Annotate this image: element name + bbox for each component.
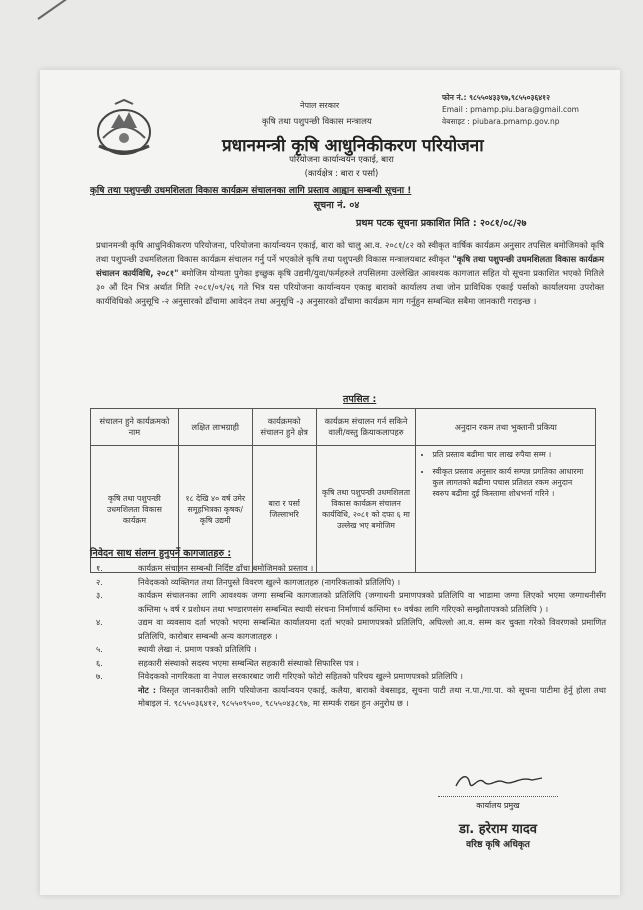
item-number: ५. [96, 644, 103, 654]
item-text: उद्यम वा व्यवसाय दर्ता भएको भएमा सम्बन्धित कार्यालयमा दर्ता भएको प्रमाणपत्रको प्रतिलिपि, अघिल्लो आ.व. सम्म कर चुक्ता गरेको विवरणको प्रमाणित प्रतिलिपि, कारोबार सम्बन्धी अन्य कागजातहरु । [138, 617, 606, 641]
scan-mark [37, 0, 79, 20]
table-header: कार्यक्रम संचालन गर्न सकिने वाली/वस्तु क्रियाकलापहरु [316, 409, 416, 446]
nepal-emblem-icon [93, 98, 155, 160]
note-label: नोट : [138, 684, 156, 695]
item-number: ४. [96, 617, 103, 627]
signature-line [438, 796, 558, 797]
contact-block [442, 92, 579, 128]
item-number: ७. [96, 671, 103, 681]
item-text: सहकारी संस्थाको सदस्य भएमा सम्बन्धित सहकारी संस्थाको सिफारिस पत्र । [138, 657, 360, 668]
signatory-name: डा. हरेराम यादव [458, 822, 538, 837]
list-item: • प्रति प्रस्ताव बढीमा चार लाख रुपैया सम्म । [432, 449, 591, 460]
body-text-bold: "कृषि तथा पशुपन्छी उधमशिलता विकास कार्यक्रम संचालन कार्यविधि, २०८१" [96, 254, 604, 278]
ministry-label: कृषि तथा पशुपन्छी विकास मन्त्रालय [262, 117, 372, 127]
beneficiary-cell: १८ देखि ४० वर्ष उमेर समूहभित्रका कृषक/कृषि उद्यमी [178, 446, 252, 573]
signature-icon [448, 770, 548, 792]
table-header: अनुदान रकम तथा भुक्तानी प्रकिया [416, 409, 596, 446]
list-item [96, 657, 606, 671]
signatory-title: वरिष्ठ कृषि अधिकृत [466, 840, 530, 850]
item-text: निवेदकको नागरिकता वा नेपाल सरकारबाट जारी गरिएको फोटो सहितको परिचय खुल्ने प्रमाणपत्रको प्रतिलिपि । [138, 671, 464, 681]
item-number: १. [96, 563, 103, 573]
notice-subject: कृषि तथा पशुपन्छी उधमशिलता विकास कार्यक्रम संचालनका लागि प्रस्ताव आह्वान सम्बन्धी सूचना ! [90, 186, 412, 196]
website-address: वेबसाइट : piubara.pmamp.gov.np [442, 117, 560, 126]
grant-process-cell [416, 446, 596, 573]
note [96, 684, 606, 711]
signature-block [428, 770, 568, 850]
documents-heading: निवेदन साथ संलग्न हुनुपर्ने कागजातहरु : [90, 548, 232, 559]
item-text: कार्यक्रम संचालनका लागि आवश्यक जग्गा सम्बन्धि कागजातको प्रतिलिपि (जग्गाधनी प्रमाणपत्रको प्रतिलिपि वा भाडामा जग्गा लिएको भएमा जग्गाधनीसँग कम्तिमा ५ वर्ष र प्रशोधन तथा भण्डारणसंग सम्बन्धित स्थायी संरचना निर्माणार्थ कम्तिमा १० वर्षका लागि गरिएको सम्झौतापत्रको प्रतिलिपि ) । [138, 590, 606, 614]
list-item [96, 616, 606, 643]
item-number: २. [96, 576, 103, 587]
publication-date: प्रथम पटक सूचना प्रकाशित मिति : २०८१/०८/२७ [356, 218, 527, 229]
table-header: लक्षित लाभग्राही [178, 409, 252, 446]
activities-cell: कृषि तथा पशुपन्छी उधमशिलता विकास कार्यक्रम संचालन कार्यविधि, २०८१ को दफा ६ मा उल्लेख भए बमोजिम [316, 446, 416, 573]
tapasil-label: तपसिल : [343, 394, 377, 405]
work-area: (कार्यक्षेत्र : बारा र पर्सा) [304, 169, 379, 179]
program-area-cell: बारा र पर्सा जिल्लाभरि [252, 446, 316, 573]
notice-body [96, 238, 604, 308]
phone-number: फोन नं.: ९८५५०४३३९७,९८५५०३६४१२ [442, 93, 550, 102]
table-header: कार्यक्रमको संचालन हुने क्षेत्र [252, 409, 316, 446]
list-item [96, 562, 606, 576]
signatory-role: कार्यालय प्रमुख [476, 801, 520, 810]
note-text: विस्तृत जानकारीको लागि परियोजना कार्यान्वयन एकाई, कलैया, बाराको वेबसाइड, सूचना पाटी तथा न.पा./गा.पा. को सूचना पाटीमा हेर्नु होला तथा मोबाइल नं. ९८५५०३६४१२, ९८५५०९५००, ९८५५०४३८९७, मा सम्पर्क राख्न हुन अनुरोध छ । [138, 684, 606, 708]
notice-number: सूचना नं. ०४ [313, 200, 360, 211]
email-address: Email : pmamp.piu.bara@gmail.com [442, 105, 579, 114]
item-number: ६. [96, 657, 103, 668]
list-item: • स्वीकृत प्रस्ताव अनुसार कार्य सम्पन्न प्रगतिका आधारमा कुल लागतको बढीमा पचास प्रतिशत रकम अनुदान स्वरुप बढीमा दुई किस्तामा शोधभर्ना गरिने । [432, 466, 591, 499]
item-text: कार्यक्रम संचालन सम्बन्धी निर्दिष्ट ढाँचा बमोजिमको प्रस्ताव । [138, 563, 314, 573]
list-item [96, 670, 606, 684]
list-item [96, 643, 606, 657]
office-name: परियोजना कार्यान्वयन एकाई, बारा [289, 155, 394, 165]
table-header-row [91, 409, 596, 446]
documents-list [96, 562, 606, 711]
grant-list [420, 449, 591, 499]
program-name-cell: कृषि तथा पशुपन्छी उधमशिलता विकास कार्यक्रम [91, 446, 179, 573]
body-text-part2: बमोजिम योग्यता पुगेका इच्छुक कृषि उद्यमी/युवा/फर्महरुले तपसिलमा उल्लेखित आवश्यक कागजात सहित यो सूचना प्रकाशित भएको मितिले ३० औं दिन भित्र अर्थात मिति २०८१/०९/२६ गते भित्र यस परियोजना कार्यान्वयन एकाइ बाराको कार्यालय तथा जोन प्राविधिक एकाई पर्साको कार्यालयमा उपरोक्त कार्यविधिको अनुसूचि -२ अनुसारको ढाँचामा आवेदन तथा अनुसूचि -३ अनुसारको ढाँचामा कार्यक्रम माग गर्नुहुन सम्बन्धित सबैमा जानकारी गराइन्छ । [96, 268, 604, 306]
list-item [96, 589, 606, 616]
government-label: नेपाल सरकार [300, 101, 340, 110]
item-number: ३. [96, 590, 103, 600]
item-text: स्थायी लेखा नं. प्रमाण पत्रको प्रतिलिपि । [138, 644, 257, 654]
list-item [96, 576, 606, 590]
project-title: प्रधानमन्त्री कृषि आधुनिकीकरण परियोजना [222, 136, 484, 156]
body-text-part1: प्रधानमन्त्री कृषि आधुनिकीकरण परियोजना, परियोजना कार्यान्वयन एकाई, बारा को चालु आ.व. २०८१/८२ को स्वीकृत वार्षिक कार्यक्रम अनुसार तपसिल बमोजिमको कृषि तथा पशुपन्छी उधमशिलता विकास कार्यक्रम संचालन गर्नु पर्ने भएकोले कृषि तथा पशुपन्छी विकास मन्त्रालयबाट स्वीकृत [96, 240, 604, 264]
item-text: निवेदकको व्यक्तिगत तथा तिनपुस्ते विवरण खुल्ने कागजातहरु (नागरिकताको प्रतिलिपि) । [138, 576, 401, 587]
table-header: संचालन हुने कार्यक्रमको नाम [91, 409, 179, 446]
